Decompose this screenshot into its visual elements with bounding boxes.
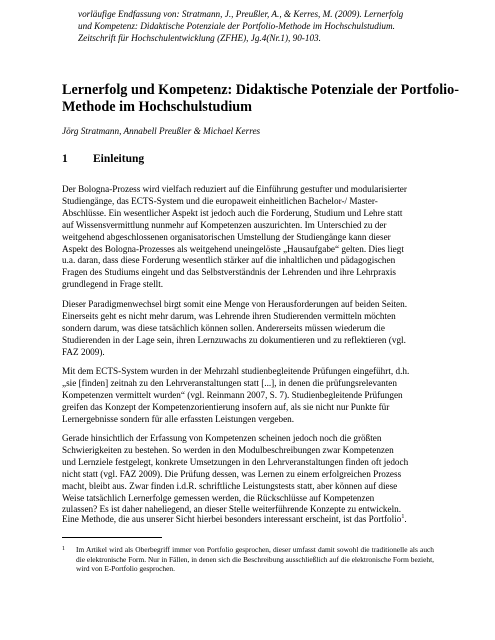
text-line: Gerade hinsichtlich der Erfassung von Kompetenzen scheinen jedoch noch die größten [62, 433, 382, 443]
text-line: grundlegend in Frage stellt. [62, 279, 164, 290]
text-line: Studiengänge, das ECTS-System und die europaweit einheitlichen Bachelor-/ Master- [62, 195, 378, 206]
text-line: Fragen des Studiums eingeht und das Selbstverständnis der Lehrenden und ihre Lehrpraxis [62, 267, 396, 278]
text-line: Weise tatsächlich Lernerfolge gemessen werden, die Rückschlüsse auf Kompetenzen [62, 492, 375, 503]
paragraph-3 [62, 366, 434, 426]
paragraph-5 [62, 514, 434, 526]
text-line: Der Bologna-Prozess wird vielfach reduziert auf die Einführung gestufter und modularisierter [62, 184, 407, 194]
text-line: und Lernziele festgelegt, konkrete Umsetzungen in den Lehrveranstaltungen finden oft jedoch [62, 456, 409, 467]
paragraph-4 [62, 433, 434, 516]
text-line: Schwierigkeiten zu bestehen. So werden in den Modulbeschreibungen zwar Kompetenzen [62, 444, 394, 455]
text-line: Aspekt des Bologna-Prozesses als weitgehend uneingelöste „Hausaufgabe“ gelten. Dies liegt [62, 243, 404, 254]
text-line: u.a. daran, dass diese Forderung wesentlich stärker auf die inhaltlichen und pädagogischen [62, 255, 396, 266]
text-line: greifen das Konzept der Kompetenzorientierung insofern auf, als sie nicht nur Punkte für [62, 401, 390, 412]
section-heading [62, 153, 144, 165]
footnote [62, 545, 434, 574]
footnote-text: Im Artikel wird als Oberbegriff immer von Portfolio gesprochen, dieser umfasst damit sowohl die traditionelle als auch die elektronische Form. Nur in Fällen, in denen sich die Beschreibung ausschließlich auf die elektronische Form bezieht, wird von E-Portfolio gesprochen. [76, 545, 434, 574]
text-line: Eine Methode, die aus unserer Sicht hierbei besonders interessant erscheint, ist das Portfolio$^1$. [62, 513, 407, 524]
paper-title [62, 82, 459, 116]
citation-line: Zeitschrift für Hochschulentwicklung (ZFHE), Jg.4(Nr.1), 90-103. [78, 33, 321, 43]
text-line: Kompetenzen vermittelt wurden“ (vgl. Reinmann 2007, S. 7). Studienbegleitende Prüfungen [62, 389, 403, 400]
footnote-separator [62, 537, 162, 538]
text-line: sondern darum, was diese tatsächlich können sollen. Andererseits müssen wiederum die [62, 322, 386, 333]
footnote-number: 1 [62, 546, 65, 552]
text-line: Studierenden in der Lage sein, ihren Lernzuwachs zu dokumentieren und zu reflektieren (vgl. [62, 334, 406, 345]
text-line: auf Wissensvermittlung nunmehr auf Kompetenzen auszurichten. Im Unterschied zu der [62, 219, 387, 230]
text-line: Einerseits geht es nicht mehr darum, was Lehrende ihren Studierenden vermitteln möchten [62, 310, 396, 321]
citation-line: vorläufige Endfassung von: Stratmann, J., Preußler, A., & Kerres, M. (2009). Lernerfolg [78, 9, 404, 19]
text-line: nicht statt (vgl. FAZ 2009). Die Prüfung dessen, was Lernen zu einem erfolgreichen Prozess [62, 468, 402, 479]
text-line: Dieser Paradigmenwechsel birgt somit eine Menge von Herausforderungen auf beiden Seiten. [62, 299, 408, 309]
title-line: Lernerfolg und Kompetenz: Didaktische Potenziale der Portfolio- [62, 82, 459, 98]
text-line: Lernergebnisse sondern für alle erfassten Leistungen vergeben. [62, 413, 295, 424]
text-line: „sie [finden] zeitnah zu den Lehrveranstaltungen statt [...], in denen die prüfungsrelevanten [62, 377, 397, 388]
section-number: 1 [62, 153, 68, 165]
text-line-content: Eine Methode, die aus unserer Sicht hierbei besonders interessant erscheint, ist das Portfolio [62, 514, 402, 524]
citation-header [78, 8, 438, 44]
section-title: Einleitung [93, 153, 145, 165]
footnote-reference[interactable]: 1 [401, 513, 405, 520]
text-line: zulassen? Es ist daher naheliegend, an dieser Stelle weiterführende Konzepte zu entwickeln. [62, 504, 402, 515]
text-line: Abschlüsse. Ein wesentlicher Aspekt ist jedoch auch die Forderung, Studium und Lehre statt [62, 207, 403, 218]
text-line: macht, bleibt aus. Zwar finden i.d.R. schriftliche Leistungstests statt, aber können auf diese [62, 480, 398, 491]
authors: Jörg Stratmann, Annabell Preußler & Michael Kerres [62, 126, 261, 136]
text-line: weitgehend abgeschlossenen organisatorischen Umstellung der Studiengänge kann dieser [62, 231, 391, 242]
paragraph-1 [62, 184, 434, 291]
text-line: Mit dem ECTS-System wurden in der Mehrzahl studienbegleitende Prüfungen eingeführt, d.h. [62, 366, 410, 376]
title-line: Methode im Hochschulstudium [62, 99, 252, 115]
citation-line: und Kompetenz: Didaktische Potenziale der Portfolio-Methode im Hochschulstudium. [78, 21, 395, 31]
text-line: FAZ 2009). [62, 346, 105, 357]
paragraph-2 [62, 299, 434, 359]
